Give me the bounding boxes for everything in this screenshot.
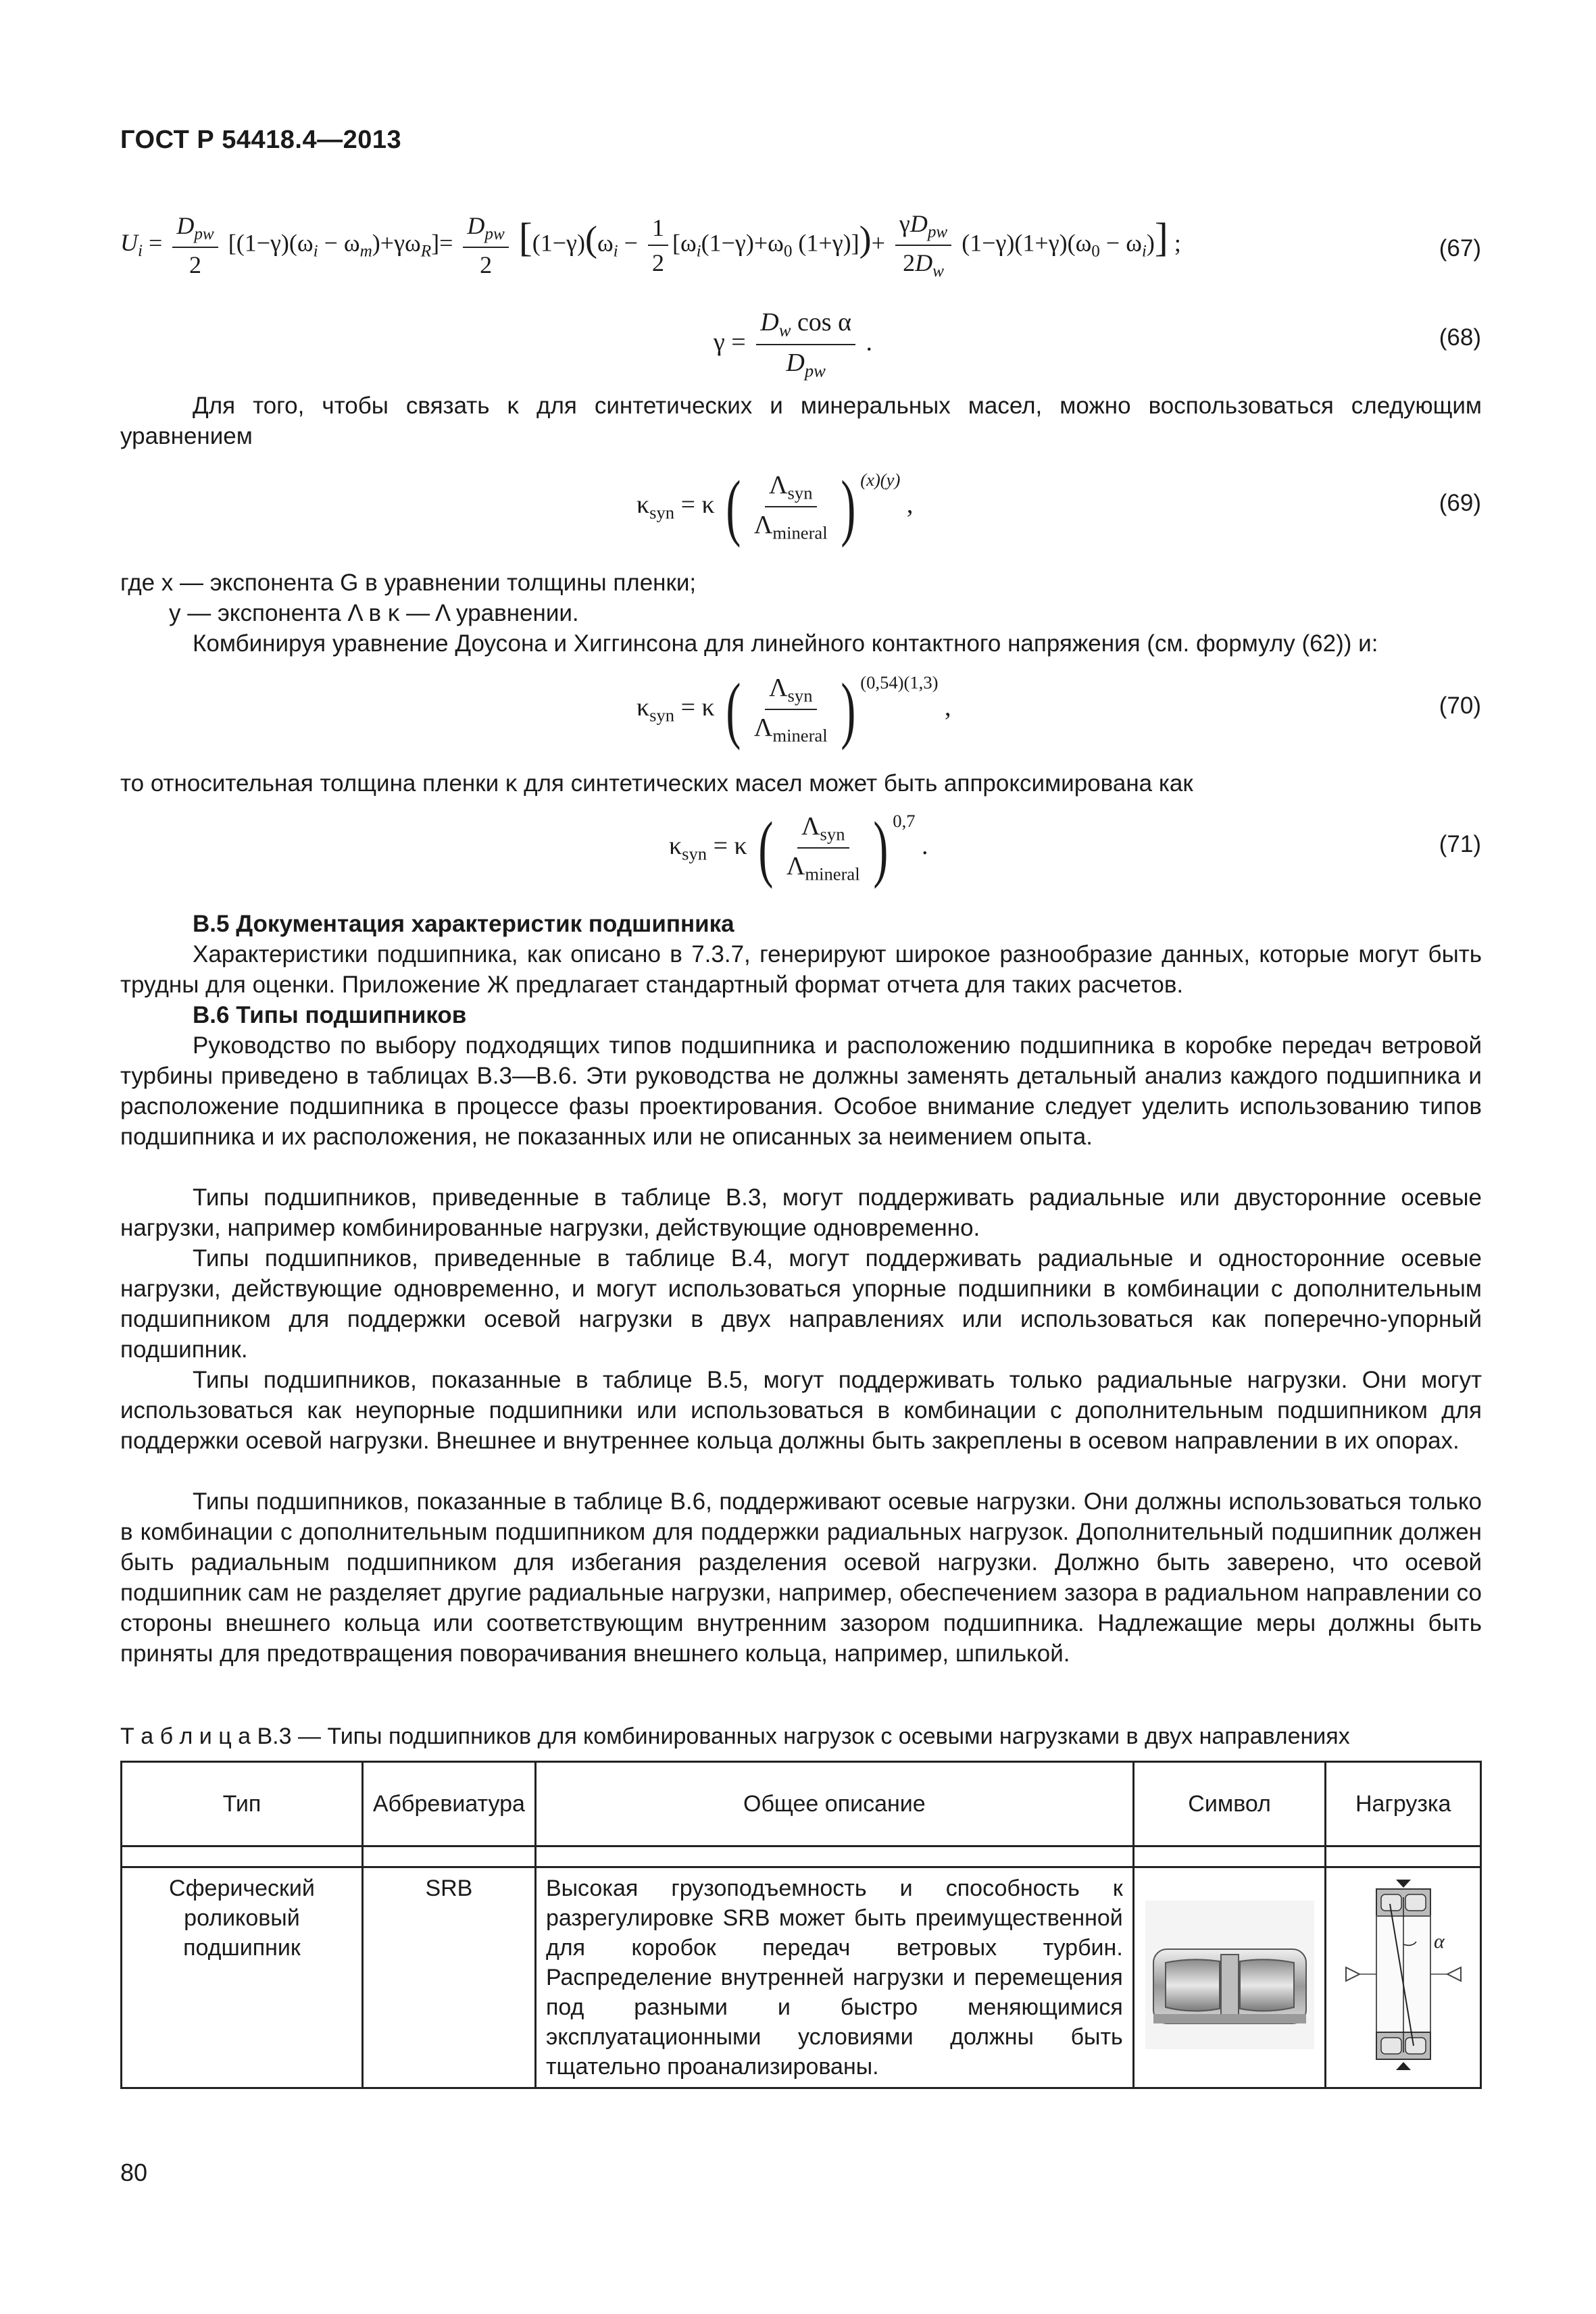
where-x: где x — экспонента G в уравнении толщины пленки;: [120, 570, 697, 596]
table-header-row: [122, 1762, 1481, 1846]
table-b3: [120, 1761, 1482, 2089]
paragraph-kappa-intro: Для того, чтобы связать κ для синтетических и минеральных масел, можно воспользоваться следующим уравнением: [120, 393, 1482, 449]
header-abbr: Аббревиатура: [362, 1762, 535, 1846]
cell-type: Сферический роликовый подшипник: [122, 1867, 363, 2088]
equation-71-formula: $\kappa_{syn} = \kappa$ ( $\frac{\Lambda_{syn}}{\Lambda_{mineral}}$ ) $^{0,7}$ .: [669, 807, 928, 890]
equation-69-exponent: (x)(y): [860, 470, 901, 490]
cell-abbr: SRB: [362, 1867, 535, 2088]
equation-70-number: (70): [1439, 693, 1481, 719]
paragraph-b6-3: Типы подшипников, приведенные в таблице В.4, могут поддерживать радиальные и односторонние осевые нагрузки, действующие одновременно, и могут использоваться упорные подшипники в комбинации с дополнительным подшипником для поддержки осевой нагрузки в двух направлениях или использоваться как поперечно-упорный подшипник.: [120, 1245, 1482, 1363]
header-symbol: Символ: [1133, 1762, 1326, 1846]
equation-68: [120, 301, 1481, 388]
heading-b6: В.6 Типы подшипников: [193, 1002, 467, 1028]
equation-68-number: (68): [1439, 324, 1481, 351]
paragraph-b6-4: Типы подшипников, показанные в таблице В.5, могут поддерживать только радиальные нагрузки. Они могут использоваться как неупорные подшипники или использоваться в комбинации с дополнительным подшипником для поддержки осевой нагрузки. Внешнее и внутреннее кольца должны быть закреплены в осевом направлении в их опорах.: [120, 1367, 1482, 1454]
equation-67-number: (67): [1439, 235, 1481, 261]
equation-69-formula: $\kappa_{syn} = \kappa$ ( $\frac{\Lambda_{syn}}{\Lambda_{mineral}}$ ) $^{(x)(y)}$ ,: [637, 466, 914, 549]
paragraph-b6-1: Руководство по выбору подходящих типов подшипника и расположению подшипника в коробке передач ветровой турбины приведено в таблицах В.3—В.6. Эти руководства не должны заменять детальный анализ каждого подшипника и расположение подшипника в процессе фазы проектирования. Особое внимание следует уделить использованию типов подшипника и их расположения, не показанных или не описанных за неимением опыта.: [120, 1032, 1482, 1150]
equation-67-formula: $U_i$ = $\frac{D_{pw}}{2}$ $[(1-\gamma)(\omega_i - \omega_m)+\gamma\omega_R]=$ $\frac{D_{pw}}{2}$ [$(1-\gamma)(\omega_i$ − $\frac{1}{2}$ [$\omega_i(1-\gamma)+\omega_0$ (1+γ)])+ $\frac{\gamma D_{pw}}{2D_w}$ $(1-\gamma)(1+\gamma)(\omega_0 - \omega_i)$] ;: [120, 210, 1181, 281]
equation-69: [120, 466, 1481, 561]
bearing-symbol-image: [1145, 1901, 1314, 2049]
header-desc: Общее описание: [535, 1762, 1133, 1846]
cell-desc: Высокая грузоподъемность и способность к разрегулировке SRB может быть преимущественной для коробок передач ветровых турбин. Распределение внутренней нагрузки и перемещения под разными и быстро меняющимися эксплуатационными условиями должны быть тщательно проанализированы.: [535, 1867, 1133, 2088]
paragraph-b6-2: Типы подшипников, приведенные в таблице В.3, могут поддерживать радиальные или двусторонние осевые нагрузки, например комбинированные нагрузки, действующие одновременно.: [120, 1184, 1482, 1241]
table-caption: Т а б л и ц а В.3 — Типы подшипников для комбинированных нагрузок с осевыми нагрузками в двух направлениях: [120, 1724, 1350, 1749]
equation-70-exponent: (0,54)(1,3): [860, 672, 939, 693]
equation-71-number: (71): [1439, 831, 1481, 857]
cell-symbol: [1133, 1867, 1326, 2088]
table-gap-row: [122, 1846, 1481, 1867]
equation-68-formula: γ = $\frac{D_w \cos \alpha}{D_{pw}}$ .: [714, 308, 873, 381]
page-header: ГОСТ Р 54418.4—2013: [120, 126, 402, 154]
equation-70: [120, 669, 1481, 763]
cell-load: [1326, 1867, 1481, 2088]
paragraph-combine: Комбинируя уравнение Доусона и Хиггинсона для линейного контактного напряжения (см. формулу (62)) и:: [193, 630, 1378, 657]
header-type: Тип: [122, 1762, 363, 1846]
paragraph-b6-5: Типы подшипников, показанные в таблице В.6, поддерживают осевые нагрузки. Они должны использоваться только в комбинации с дополнительным подшипником для поддержки радиальных нагрузок. Дополнительный подшипник должен быть радиальным подшипником для избегания разделения осевой нагрузки. Должно быть заверено, что осевой подшипник сам не разделяет другие радиальные нагрузки, например, обеспечением зазора в радиальном направлении со стороны внешнего кольца или соответствующим внутренним зазором подшипника. Надлежащие меры должны быть приняты для предотвращения поворачивания внешнего кольца, например, шпилькой.: [120, 1488, 1482, 1667]
where-y: y — экспонента Λ в κ — Λ уравнении.: [169, 600, 579, 626]
page-number: 80: [120, 2159, 148, 2186]
alpha-label: α: [1433, 1930, 1445, 1953]
header-load: Нагрузка: [1326, 1762, 1481, 1846]
paragraph-then: то относительная толщина пленки κ для синтетических масел может быть аппроксимирована как: [120, 770, 1193, 797]
heading-b5: В.5 Документация характеристик подшипника: [193, 911, 734, 937]
equation-69-number: (69): [1439, 490, 1481, 516]
table-row: [122, 1867, 1481, 2088]
equation-71-exponent: 0,7: [893, 811, 916, 831]
paragraph-b5: Характеристики подшипника, как описано в 7.3.7, генерируют широкое разнообразие данных, которые могут быть трудны для оценки. Приложение Ж предлагает стандартный формат отчета для таких расчетов.: [120, 941, 1482, 998]
equation-67: [120, 203, 1481, 291]
equation-71: [120, 807, 1481, 902]
equation-70-formula: $\kappa_{syn} = \kappa$ ( $\frac{\Lambda_{syn}}{\Lambda_{mineral}}$ ) $^{(0,54)(1,3)}$ ,: [637, 668, 951, 751]
bearing-load-diagram: [1339, 1877, 1468, 2073]
